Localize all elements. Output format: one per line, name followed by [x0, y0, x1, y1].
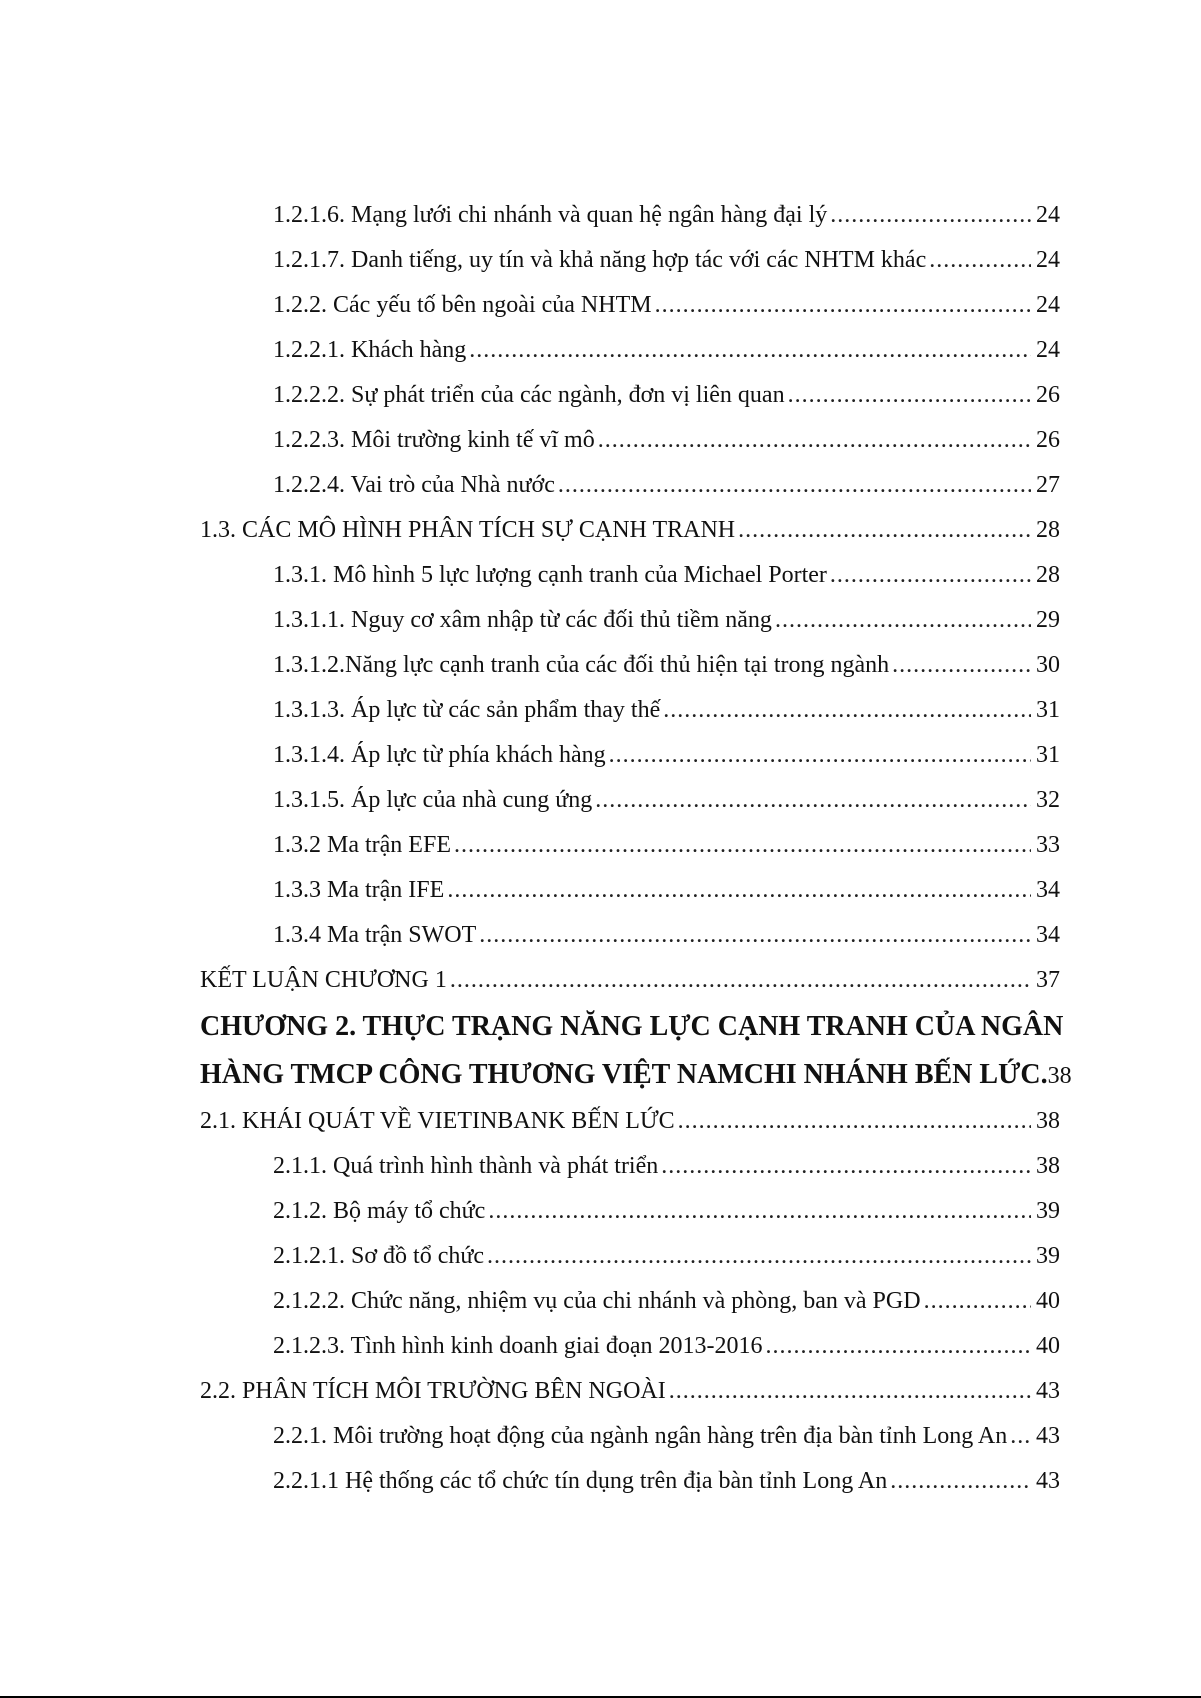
toc-entry-label: 2.1.2.2. Chức năng, nhiệm vụ của chi nhánh và phòng, ban và PGD: [273, 1288, 921, 1314]
toc-chapter-heading-continued[interactable]: [200, 1051, 1072, 1099]
toc-entry[interactable]: [200, 733, 1060, 778]
toc-page-number: 30: [1036, 652, 1060, 678]
toc-entry-label: 2.1.2.3. Tình hình kinh doanh giai đoạn 2013-2016: [273, 1333, 763, 1359]
toc-leader-dots: [655, 283, 1031, 328]
toc-entry[interactable]: [200, 1459, 1060, 1504]
toc-entry[interactable]: [200, 1324, 1060, 1369]
toc-page-number: 34: [1036, 877, 1060, 903]
toc-page-number: 28: [1036, 562, 1060, 588]
toc-leader-dots: [609, 733, 1031, 778]
toc-leader-dots: [890, 1459, 1031, 1504]
toc-entry[interactable]: [200, 598, 1060, 643]
toc-entry-label: 1.3.1.3. Áp lực từ các sản phẩm thay thế: [273, 697, 661, 723]
toc-leader-dots: [669, 1369, 1031, 1414]
toc-page-number: 26: [1036, 382, 1060, 408]
toc-section-entry[interactable]: [200, 1099, 1060, 1144]
toc-page-number: 40: [1036, 1288, 1060, 1314]
toc-leader-dots: [488, 1189, 1031, 1234]
toc-entry-label: 2.1.1. Quá trình hình thành và phát triển: [273, 1153, 659, 1179]
toc-leader-dots: [558, 463, 1031, 508]
toc-entry[interactable]: [200, 463, 1060, 508]
toc-entry-label: 1.2.2.4. Vai trò của Nhà nước: [273, 472, 555, 498]
toc-leader-dots: [1010, 1414, 1031, 1459]
toc-entry[interactable]: [200, 823, 1060, 868]
toc-entry[interactable]: [200, 193, 1060, 238]
toc-entry-label: KẾT LUẬN CHƯƠNG 1: [200, 967, 447, 993]
toc-page-number: 32: [1036, 787, 1060, 813]
toc-leader-dots: [661, 1144, 1031, 1189]
toc-leader-dots: [924, 1279, 1031, 1324]
toc-leader-dots: [479, 913, 1031, 958]
toc-entry-label: 1.3.1.1. Nguy cơ xâm nhập từ các đối thủ tiềm năng: [273, 607, 772, 633]
toc-page-number: 34: [1036, 922, 1060, 948]
toc-page-number: 43: [1036, 1423, 1060, 1449]
toc-chapter-heading[interactable]: [200, 1003, 1064, 1051]
toc-page-number: 40: [1036, 1333, 1060, 1359]
toc-leader-dots: [598, 418, 1031, 463]
toc-leader-dots: [447, 868, 1031, 913]
toc-entry-label: 1.3.1. Mô hình 5 lực lượng cạnh tranh của Michael Porter: [273, 562, 827, 588]
toc-entry[interactable]: [200, 868, 1060, 913]
toc-leader-dots: [663, 688, 1031, 733]
toc-entry[interactable]: [200, 688, 1060, 733]
toc-page-number: 27: [1036, 472, 1060, 498]
toc-entry-label: 1.3.3 Ma trận IFE: [273, 877, 445, 903]
toc-page-number: 38: [1036, 1108, 1060, 1134]
toc-page-number: 29: [1036, 607, 1060, 633]
toc-leader-dots: [830, 193, 1031, 238]
toc-page-number: 39: [1036, 1243, 1060, 1269]
table-of-contents: [200, 193, 1072, 1504]
toc-entry-label: 2.2.1.1 Hệ thống các tổ chức tín dụng trên địa bàn tỉnh Long An: [273, 1468, 888, 1494]
toc-page-number: 24: [1036, 292, 1060, 318]
toc-entry[interactable]: [200, 778, 1060, 823]
toc-page-number: 31: [1036, 697, 1060, 723]
toc-leader-dots: [788, 373, 1031, 418]
toc-entry-label: 1.2.2.2. Sự phát triển của các ngành, đơn vị liên quan: [273, 382, 785, 408]
toc-entry-label: 2.1.2. Bộ máy tổ chức: [273, 1198, 486, 1224]
toc-entry-label: 1.2.1.6. Mạng lưới chi nhánh và quan hệ ngân hàng đại lý: [273, 202, 828, 228]
toc-entry[interactable]: [200, 913, 1060, 958]
toc-page-number: 24: [1036, 202, 1060, 228]
chapter-title-line-1: CHƯƠNG 2. THỰC TRẠNG NĂNG LỰC CẠNH TRANH CỦA NGÂN: [200, 1011, 1064, 1042]
toc-page-number: 39: [1036, 1198, 1060, 1224]
toc-entry[interactable]: [200, 1189, 1060, 1234]
toc-entry[interactable]: [200, 418, 1060, 463]
toc-leader-dots: [595, 778, 1031, 823]
toc-leader-dots: [469, 328, 1031, 373]
toc-entry[interactable]: [200, 553, 1060, 598]
toc-leader-dots: [678, 1099, 1031, 1144]
toc-page-number: 43: [1036, 1468, 1060, 1494]
toc-entry-label: 1.3.4 Ma trận SWOT: [273, 922, 477, 948]
toc-page-number: 43: [1036, 1378, 1060, 1404]
toc-entry-label: 2.1.2.1. Sơ đồ tổ chức: [273, 1243, 485, 1269]
toc-leader-dots: [450, 958, 1031, 1003]
toc-section-entry[interactable]: [200, 958, 1060, 1003]
chapter-title-line-2: HÀNG TMCP CÔNG THƯƠNG VIỆT NAMCHI NHÁNH BẾN LỨC.: [200, 1059, 1048, 1090]
toc-entry-label: 1.3.1.5. Áp lực của nhà cung ứng: [273, 787, 593, 813]
toc-leader-dots: [487, 1234, 1031, 1279]
toc-page-number: 37: [1036, 967, 1060, 993]
toc-entry-label: 1.3. CÁC MÔ HÌNH PHÂN TÍCH SỰ CẠNH TRANH: [200, 517, 736, 543]
toc-leader-dots: [892, 643, 1031, 688]
toc-page-number: 33: [1036, 832, 1060, 858]
toc-page-number: 26: [1036, 427, 1060, 453]
toc-entry[interactable]: [200, 1144, 1060, 1189]
toc-entry-label: 1.2.2.1. Khách hàng: [273, 337, 467, 363]
toc-entry-label: 2.2.1. Môi trường hoạt động của ngành ngân hàng trên địa bàn tỉnh Long An: [273, 1423, 1008, 1449]
toc-entry[interactable]: [200, 373, 1060, 418]
toc-leader-dots: [775, 598, 1031, 643]
toc-entry-label: 2.1. KHÁI QUÁT VỀ VIETINBANK BẾN LỨC: [200, 1108, 675, 1134]
toc-entry-label: 1.3.1.2.Năng lực cạnh tranh của các đối thủ hiện tại trong ngành: [273, 652, 890, 678]
toc-entry-label: 2.2. PHÂN TÍCH MÔI TRƯỜNG BÊN NGOÀI: [200, 1378, 666, 1404]
toc-page-number: 24: [1036, 247, 1060, 273]
toc-entry[interactable]: [200, 238, 1060, 283]
toc-leader-dots: [766, 1324, 1031, 1369]
toc-entry-label: 1.2.1.7. Danh tiếng, uy tín và khả năng hợp tác với các NHTM khác: [273, 247, 927, 273]
toc-section-entry[interactable]: [200, 508, 1060, 553]
toc-page-number: 24: [1036, 337, 1060, 363]
toc-leader-dots: [929, 238, 1031, 283]
toc-page-number: 38: [1036, 1153, 1060, 1179]
toc-leader-dots: [738, 508, 1031, 553]
toc-page-number: 28: [1036, 517, 1060, 543]
toc-entry-label: 1.3.2 Ma trận EFE: [273, 832, 451, 858]
toc-entry[interactable]: [200, 1279, 1060, 1324]
toc-entry[interactable]: [200, 1234, 1060, 1279]
toc-leader-dots: [454, 823, 1031, 868]
toc-entry-label: 1.3.1.4. Áp lực từ phía khách hàng: [273, 742, 606, 768]
toc-entry[interactable]: [200, 283, 1060, 328]
toc-entry[interactable]: [200, 1414, 1060, 1459]
toc-entry[interactable]: [200, 643, 1060, 688]
toc-entry[interactable]: [200, 328, 1060, 373]
toc-page-number: 38: [1047, 1063, 1072, 1089]
toc-entry-label: 1.2.2.3. Môi trường kinh tế vĩ mô: [273, 427, 595, 453]
toc-page-number: 31: [1036, 742, 1060, 768]
toc-leader-dots: [830, 553, 1031, 598]
toc-entry-label: 1.2.2. Các yếu tố bên ngoài của NHTM: [273, 292, 652, 318]
toc-section-entry[interactable]: [200, 1369, 1060, 1414]
